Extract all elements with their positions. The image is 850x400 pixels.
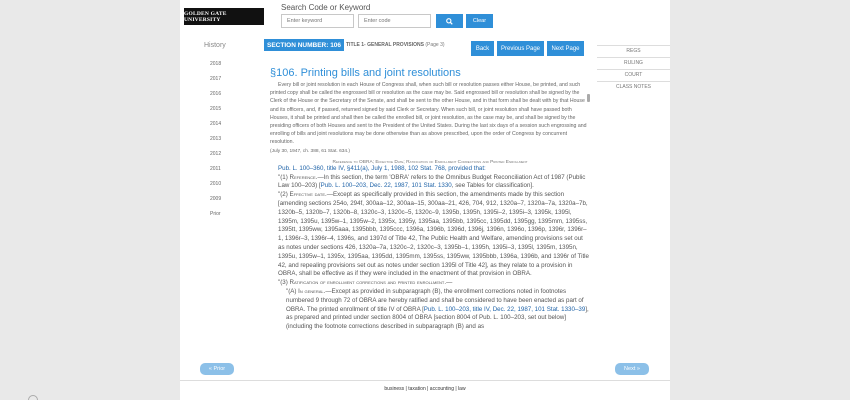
accessibility-icon[interactable]	[28, 395, 38, 400]
logo-text: GOLDEN GATE UNIVERSITY	[184, 10, 227, 23]
section-content	[270, 67, 590, 360]
menu-class-notes[interactable]: CLASS NOTES	[597, 81, 670, 92]
history-year-2016[interactable]: 2016	[210, 91, 222, 97]
history-year-2011[interactable]: 2011	[210, 166, 221, 172]
section-title: TITLE 1- GENERAL PROVISIONS (Page 3)	[346, 42, 445, 48]
search-icon	[446, 18, 453, 25]
history-year-2014[interactable]: 2014	[210, 121, 222, 127]
menu-regs[interactable]: REGS	[597, 45, 670, 56]
history-year-prior[interactable]: Prior	[210, 211, 221, 217]
history-title: History	[204, 42, 226, 49]
footer-links[interactable]: business | taxation | accounting | law	[384, 386, 466, 392]
section-heading: §106. Printing bills and joint resolutions	[270, 67, 461, 79]
next-button[interactable]: Next »	[615, 363, 649, 375]
law-link[interactable]: Pub. L. 100–203, title IV, Dec. 22, 1987, 101 Stat. 1330–39	[423, 305, 586, 313]
back-button[interactable]: Back	[471, 41, 494, 56]
reference-paragraph: "(1) Reference.—In this section, the term 'OBRA' refers to the Omnibus Budget Reconciliation Act of 1987 (Public Law 100–203) [Pub. L. 100–203, Dec. 22, 1987, 101 Stat. 1330, see Tables for classification].	[278, 173, 586, 190]
history-year-2009[interactable]: 2009	[210, 196, 222, 202]
note-title: Reference to OBRA; Effective Date; Ratification of Enrollment Corrections and Printed Enrollment	[332, 159, 528, 165]
prior-button[interactable]: « Prior	[200, 363, 234, 375]
clear-button[interactable]: Clear	[466, 14, 493, 28]
search-title: Search Code or Keyword	[281, 3, 371, 12]
history-year-2012[interactable]: 2012	[210, 151, 222, 157]
section-page: (Page 3)	[425, 42, 445, 48]
keyword-input[interactable]	[281, 14, 354, 28]
menu-ruling[interactable]: RULING	[597, 57, 670, 68]
footer-divider	[180, 380, 670, 381]
content-scrollbar[interactable]	[587, 94, 590, 102]
law-link[interactable]: Pub. L. 100–203, Dec. 22, 1987, 101 Stat. 1330	[320, 182, 452, 190]
history-year-2013[interactable]: 2013	[210, 136, 222, 142]
history-year-2015[interactable]: 2015	[210, 106, 222, 112]
history-year-2017[interactable]: 2017	[210, 76, 222, 82]
ratification-paragraph: "(A) In general.—Except as provided in subparagraph (B), the enrollment corrections noted in footnotes numbered 9 through 72 of OBRA are hereby ratified and shall be considered to have been enacted as part of OBRA. The printed enrollment of title IV of OBRA [Pub. L. 100–203, title IV, Dec. 22, 1987, 101 Stat. 1330–39], as prepared and printed under section 8004 of OBRA [section 8004 of Pub. L. 100–203, set out below] (including the footnote corrections described in subparagraph (B) and as	[286, 287, 589, 331]
ratification-heading: "(3) Ratification of enrollment corrections and printed enrollment.—	[278, 279, 453, 287]
menu-court[interactable]: COURT	[597, 69, 670, 80]
citation: (July 30, 1947, ch. 388, 61 Stat. 634.)	[270, 148, 350, 154]
effective-date-paragraph: "(2) Effective date.—Except as specifically provided in this section, the amendments made by this section [amending sections 254o, 294f, 300aa–12, 300aa–15, 300aa–21, 426, 704, 912, 1320a–7, 1320a–7a, 1320a–7b, 1320b–5, 1320b–7, 1320b–8, 1320c–3, 1320c–5, 1320c–9, 1395b, 1395h, 1395i–2, 1395i–3, 1395k, 1395l, 1395m, 1395u, 1395w–1, 1395w–2, 1395x, 1395y, 1395aa, 1395bb, 1395cc, 1395dd, 1395gg, 1395mm, 1395ss, 1395tt, 1395ww, 1395aaa, 1395bbb, 1395ccc, 1396a, 1396b, 1396d, 1396j, 1396n, 1396o, 1396p, 1396r, 1396r–1, 1396r–3, 1396r–4, 1396s, and 1397d of Title 42, The Public Health and Welfare, amending provisions set out as notes under sections 426, 1320a–7a, 1320c–2, 1320c–3, 1395b–1, 1395h, 1395i–3, 1395l, 1395m, 1395n, 1395u, 1395w–1, 1395x, 1395aa, 1395dd, 1395mm, 1395ss, 1395ww, 1395bbb, 1396a, 1396b, and 1396r of Title 42, and repealing provisions set out as notes under section 1395l of Title 42], as they relate to a provision in OBRA, shall be effective as if they were included in the enactment of that provision in OBRA.	[278, 191, 589, 278]
history-year-2010[interactable]: 2010	[210, 181, 222, 187]
history-year-2018[interactable]: 2018	[210, 61, 222, 67]
next-page-button[interactable]: Next Page	[547, 41, 584, 56]
university-logo[interactable]	[184, 8, 264, 25]
law-line: Pub. L. 100–360, title IV, §411(a), July 1, 1988, 102 Stat. 768, provided that:	[278, 164, 486, 172]
code-input[interactable]	[358, 14, 431, 28]
search-button[interactable]	[436, 14, 463, 28]
previous-page-button[interactable]: Previous Page	[497, 41, 544, 56]
statute-text: Every bill or joint resolution in each House of Congress shall, when such bill or resolution passes either House, be printed, and such printed copy shall be called the engrossed bill or resolution as the case may be. Said engrossed bill or resolution shall be signed by the Clerk of the House or the Secretary of the Senate, and shall be sent to the other House, and in that form shall be dealt with by that House and its officers, and, if passed, returned signed by said Clerk or Secretary. When such bill, or joint resolution shall have passed both Houses, it shall be printed and shall then be called the enrolled bill, or joint resolution, as the case may be, and shall be signed by the presiding officers of both Houses and sent to the President of the United States. During the last six days of a session such engrossing and enrolling of bills and joint resolutions may be done otherwise than as above prescribed, upon the order of Congress by concurrent resolution.	[270, 82, 587, 146]
section-number: SECTION NUMBER: 106	[264, 39, 344, 51]
